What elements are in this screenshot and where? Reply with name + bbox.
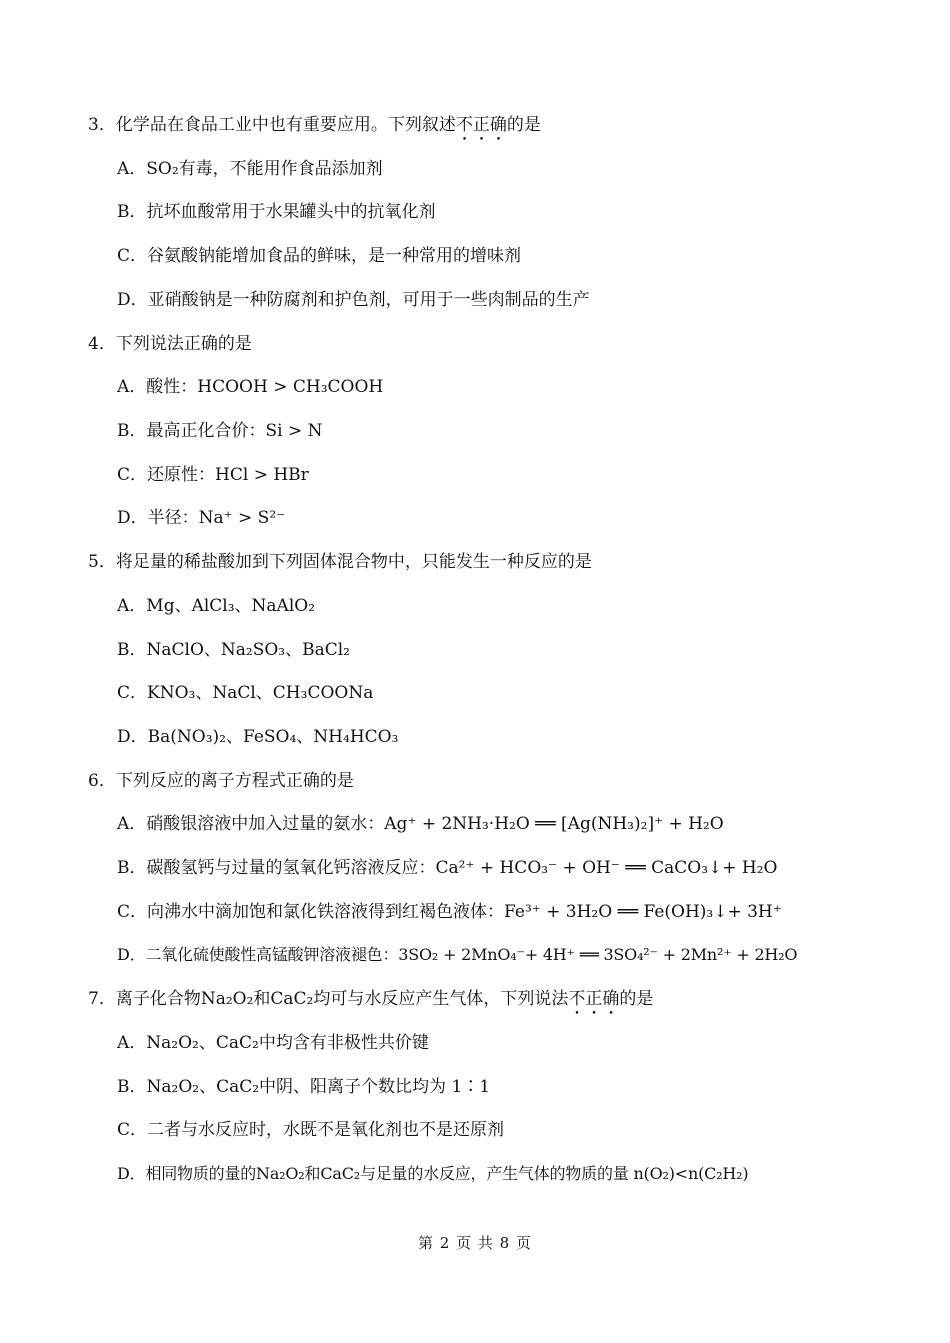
question-7-option-d[interactable]: D．相同物质的量的Na₂O₂和CaC₂与足量的水反应，产生气体的物质的量 n(O₂)<n(C₂H₂) [117,1164,749,1183]
question-6-option-a[interactable]: A．硝酸银溶液中加入过量的氨水：Ag⁺ + 2NH₃·H₂O ══ [Ag(NH₃)₂]⁺ + H₂O [117,814,724,834]
question-3-option-b[interactable]: B．抗坏血酸常用于水果罐头中的抗氧化剂 [117,202,436,222]
question-5-option-c[interactable]: C．KNO₃、NaCl、CH₃COONa [117,683,374,703]
question-5-option-d[interactable]: D．Ba(NO₃)₂、FeSO₄、NH₄HCO₃ [117,727,399,747]
question-4-option-b[interactable]: B．最高正化合价：Si > N [117,421,323,441]
question-6-option-c[interactable]: C．向沸水中滴加饱和氯化铁溶液得到红褐色液体：Fe³⁺ + 3H₂O ══ Fe(OH)₃↓+ 3H⁺ [117,902,782,922]
question-7-stem: 7．离子化合物Na₂O₂和CaC₂均可与水反应产生气体，下列说法不正确的是 [88,989,654,1009]
question-4-option-d[interactable]: D．半径：Na⁺ > S²⁻ [117,508,286,528]
question-7-option-c[interactable]: C．二者与水反应时，水既不是氧化剂也不是还原剂 [117,1120,505,1140]
question-3-option-a[interactable]: A．SO₂有毒，不能用作食品添加剂 [117,159,383,179]
question-5-stem: 5．将足量的稀盐酸加到下列固体混合物中，只能发生一种反应的是 [88,552,592,572]
question-5-option-b[interactable]: B．NaClO、Na₂SO₃、BaCl₂ [117,640,351,660]
question-3-option-d[interactable]: D．亚硝酸钠是一种防腐剂和护色剂，可用于一些肉制品的生产 [117,290,590,310]
question-7-option-a[interactable]: A．Na₂O₂、CaC₂中均含有非极性共价键 [117,1033,429,1053]
page-number-footer: 第 2 页 共 8 页 [418,1234,532,1252]
question-6-option-d[interactable]: D．二氧化硫使酸性高锰酸钾溶液褪色：3SO₂ + 2MnO₄⁻+ 4H⁺ ══ 3SO₄²⁻ + 2Mn²⁺ + 2H₂O [117,945,798,964]
question-5-option-a[interactable]: A．Mg、AlCl₃、NaAlO₂ [117,596,316,616]
question-3-option-c[interactable]: C．谷氨酸钠能增加食品的鲜味，是一种常用的增味剂 [117,246,522,266]
question-4-option-a[interactable]: A．酸性：HCOOH > CH₃COOH [117,377,384,397]
question-3-stem: 3．化学品在食品工业中也有重要应用。下列叙述不正确的是 [88,115,541,135]
question-4-stem: 4．下列说法正确的是 [88,334,252,354]
question-6-option-b[interactable]: B．碳酸氢钙与过量的氢氧化钙溶液反应：Ca²⁺ + HCO₃⁻ + OH⁻ ══ CaCO₃↓+ H₂O [117,858,778,878]
question-6-stem: 6．下列反应的离子方程式正确的是 [88,771,354,791]
emphasis-not-correct: 不正确 [568,989,620,1009]
emphasis-not-correct: 不正确 [455,115,507,135]
question-4-option-c[interactable]: C．还原性：HCl > HBr [117,465,309,485]
question-7-option-b[interactable]: B．Na₂O₂、CaC₂中阴、阳离子个数比均为 1∶1 [117,1077,491,1097]
